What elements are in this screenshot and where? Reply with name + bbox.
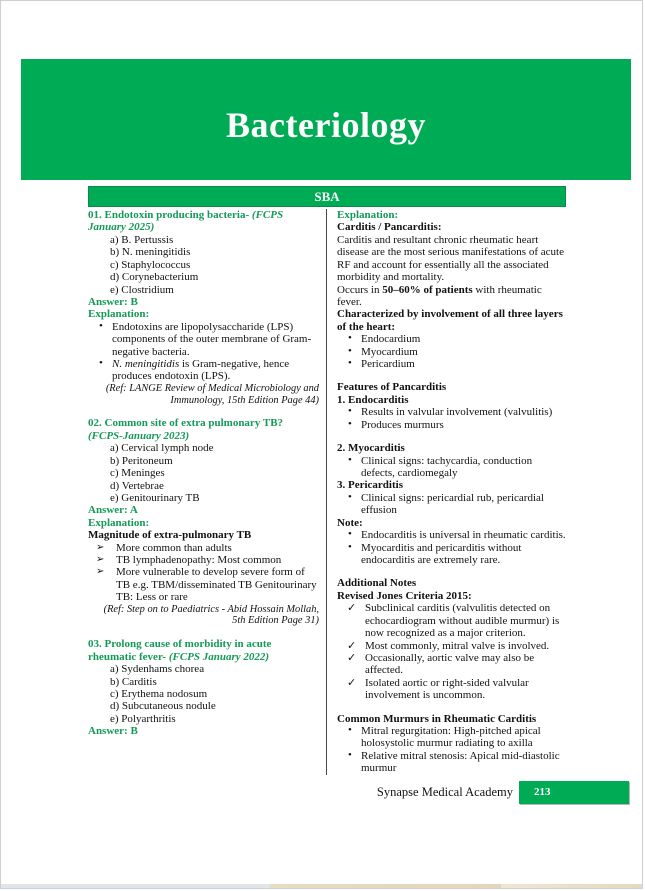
question-3-answer: Answer: B [88,725,138,738]
question-2-explanation-label: Explanation: [88,516,150,529]
murmurs-list [337,725,566,775]
question-1-answer: Answer: B [88,295,138,308]
question-2-answer: Answer: A [88,504,138,517]
chapter-title: Bacteriology [226,104,426,145]
option: e) Genitourinary TB [110,491,200,504]
arrow-item: ➢ TB lymphadenopathy: Most common [96,554,319,566]
heart-layers-list [337,333,566,370]
endocarditis-list [337,406,566,431]
occurs-bold: 50–60% of patients [382,283,473,296]
organism-name: N. meningitidis [112,358,180,371]
option: e) Polyarthritis [110,712,176,725]
page-number-box [519,781,629,804]
question-1-exam-ref: (FCPS January 2025) [88,209,284,234]
question-3-options [88,663,319,725]
bullet-item: • Mitral regurgitation: High-pitched apical holosystolic murmur radiating to axilla [348,725,566,750]
bullet-item: • Myocarditis and pericarditis without endocarditis are extremely rare. [348,542,566,567]
spacer [337,702,566,713]
occurs-line [337,284,566,309]
check-item: ✓ Occasionally, aortic valve may also be affected. [347,652,566,677]
page-footer [377,781,629,804]
option: a) B. Pertussis [110,233,174,246]
murmurs-heading: Common Murmurs in Rheumatic Carditis [337,712,537,725]
question-3-title [88,638,319,663]
question-2-exam-ref: (FCPS-January 2023) [88,429,190,442]
right-column [327,209,566,775]
question-3-exam-ref: (FCPS January 2022) [168,650,270,663]
question-2-subheading: Magnitude of extra-pulmonary TB [88,529,252,542]
explanation-label: Explanation: [337,209,399,221]
spacer [88,627,319,638]
page-number: 213 [534,786,551,798]
bullet-item [99,358,319,383]
carditis-paragraph: Carditis and resultant chronic rheumatic heart disease are the most serious manifestations of acute RF and account for essentially all the associated morbidity and mortality. [337,233,564,284]
question-1-reference: (Ref: LANGE Review of Medical Microbiology and Immunology, 15th Edition Page 44) [105,382,319,406]
option: e) Clostridium [110,283,174,296]
pericarditis-list [337,492,566,517]
section-label: SBA [314,189,340,204]
note-list [337,529,566,566]
myocarditis-list [337,455,566,480]
question-2-arrow-list [88,542,319,604]
bullet-item: • Clinical signs: pericardial rub, pericardial effusion [348,492,566,517]
bullet-item: • Pericardium [348,358,566,370]
option: c) Meninges [110,467,165,480]
option: d) Subcutaneous nodule [110,700,216,713]
spacer [337,431,566,442]
question-2-text: 02. Common site of extra pulmonary TB? [88,417,284,430]
pericarditis-heading: 3. Pericarditis [337,479,403,492]
question-1-options [88,234,319,296]
page-bottom-edge [1,884,642,888]
publisher-name: Synapse Medical Academy [376,785,513,799]
option: a) Cervical lymph node [110,442,214,455]
jones-criteria-heading: Revised Jones Criteria 2015: [337,589,472,602]
option: a) Sydenhams chorea [110,663,205,676]
bullet-item: • Results in valvular involvement (valvulitis) [348,406,566,418]
question-3-text: 03. Prolong cause of morbidity in acute rheumatic fever- [88,638,272,663]
option: d) Corynebacterium [110,271,199,284]
option: c) Erythema nodosum [110,687,208,700]
occurs-post: with rheumatic fever. [337,283,542,308]
question-1-explanation-label: Explanation: [88,308,150,321]
bullet-text: is Gram-negative, hence produces endotoxin (LPS). [112,358,290,383]
option: b) Carditis [110,675,157,688]
question-1-text: 01. Endotoxin producing bacteria- [88,209,250,221]
question-2-reference: (Ref: Step on to Paediatrics - Abid Hossain Mollah, 5th Edition Page 31) [103,603,319,627]
bullet-item: • Clinical signs: tachycardia, conduction defects, cardiomegaly [348,455,566,480]
carditis-heading: Carditis / Pancarditis: [337,221,442,234]
spacer [88,406,319,417]
characterized-heading: Characterized by involvement of all three layers of the heart: [337,308,563,333]
myocarditis-heading: 2. Myocarditis [337,442,405,455]
left-column [88,209,326,775]
option: d) Vertebrae [110,479,164,492]
bullet-item: • Endocardium [348,333,566,345]
occurs-pre: Occurs in [337,283,383,296]
additional-notes-heading: Additional Notes [337,577,417,590]
question-1-title [88,209,319,234]
check-item: ✓ Most commonly, mitral valve is involved. [347,640,566,652]
bullet-item: • Endotoxins are lipopolysaccharide (LPS) components of the outer membrane of Gram-negative bacteria. [99,321,319,358]
question-2-options [88,442,319,504]
spacer [337,566,566,577]
chapter-banner [21,59,631,180]
endocarditis-heading: 1. Endocarditis [337,393,409,406]
question-2-title [88,417,319,442]
arrow-item: ➢ More vulnerable to develop severe form of TB e.g. TBM/disseminated TB Genitourinary TB: Less or rare [96,566,319,603]
option: c) Staphylococcus [110,258,191,271]
features-heading: Features of Pancarditis [337,381,447,394]
option: b) N. meningitidis [110,246,191,259]
option: b) Peritoneum [110,454,173,467]
content-columns [88,209,566,775]
bullet-item: • Produces murmurs [348,419,566,431]
arrow-item: ➢ More common than adults [96,542,319,554]
bullet-item: • Myocardium [348,346,566,358]
note-heading: Note: [337,516,363,529]
spacer [337,370,566,381]
check-item: ✓ Isolated aortic or right-sided valvular involvement is uncommon. [347,677,566,702]
question-1-explanation-bullets [88,321,319,383]
bullet-item: • Endocarditis is universal in rheumatic carditis. [348,529,566,541]
jones-criteria-list [337,602,566,701]
section-bar [88,186,566,207]
check-item: ✓ Subclinical carditis (valvulitis detected on echocardiogram without audible murmur) is now recognized as a major criterion. [347,602,566,639]
bullet-item: • Relative mitral stenosis: Apical mid-diastolic murmur [348,750,566,775]
